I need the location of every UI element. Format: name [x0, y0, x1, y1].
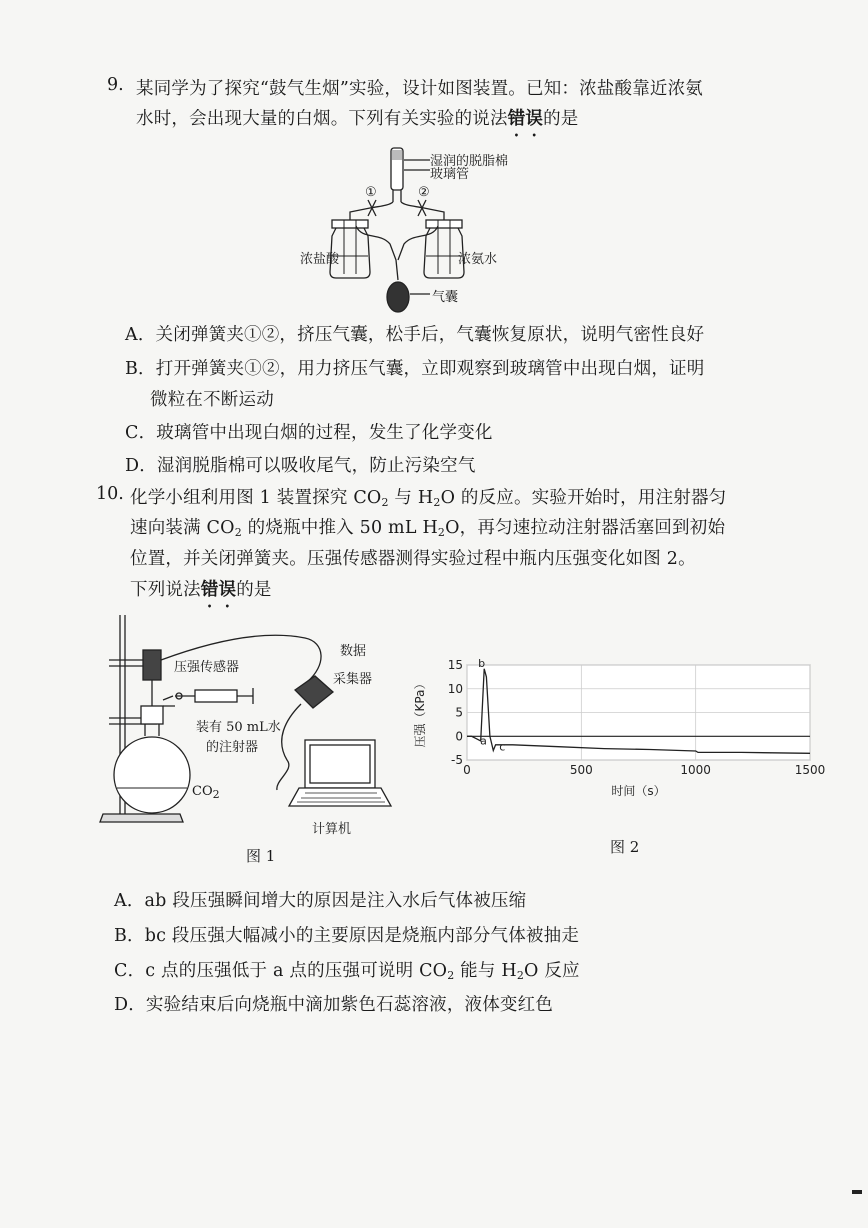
q9-option-a: A．关闭弹簧夹①②，挤压气囊，松手后，气囊恢复原状，说明气密性良好: [125, 325, 705, 345]
q10-option-c-sub1: 2: [447, 969, 455, 982]
q9-label-hcl: 浓盐酸: [300, 252, 340, 267]
q9-stem-line2: [136, 105, 579, 130]
q10-option-a: A．ab 段压强瞬间增大的原因是注入水后气体被压缩: [114, 891, 527, 911]
q10-sub-3: 2: [234, 526, 242, 539]
q9-label-clip2: ②: [418, 185, 430, 200]
q9-emphasis-char2: 误: [525, 109, 544, 129]
q10-option-c-sub2: 2: [516, 969, 525, 982]
q9-label-air-bag: 气囊: [432, 290, 459, 305]
q10-number: 10.: [96, 484, 124, 504]
q10-option-c-text-c: O 反应: [524, 961, 580, 981]
chart-point-label-c: c: [499, 740, 506, 754]
q10-label-co2: [192, 784, 220, 801]
q9-emphasis-char1: 错: [507, 109, 526, 129]
chart-x-tick-label: 500: [569, 763, 593, 777]
q10-figure1-caption: 图 1: [246, 847, 276, 865]
q10-sub-4: 2: [437, 526, 446, 539]
chart-point-label-a: a: [480, 734, 487, 748]
q10-text-1b: 与 H: [388, 488, 434, 508]
q9-number: 9.: [107, 75, 124, 95]
q10-text-2b: 的烧瓶中推入 50 mL H: [241, 518, 438, 538]
q10-label-co2-sub: 2: [212, 788, 220, 801]
q9-stem-tail: 的是: [543, 109, 579, 129]
chart-x-tick-label: 1500: [794, 763, 826, 777]
q9-apparatus-figure: [290, 140, 550, 320]
page-corner-mark: [852, 1190, 862, 1194]
chart-y-tick-label: 15: [447, 658, 463, 672]
q10-label-pressure-sensor: 压强传感器: [174, 660, 240, 675]
q10-label-co2-text: CO: [192, 784, 213, 799]
q10-label-syringe-line1: 装有 50 mL水: [196, 720, 281, 735]
chart-y-tick-label: 10: [447, 681, 463, 696]
q9-option-d: D．湿润脱脂棉可以吸收尾气，防止污染空气: [125, 456, 476, 476]
q10-sub-2: 2: [433, 496, 441, 509]
q10-sub-1: 2: [381, 496, 389, 509]
q10-label-collector-line1: 数据: [340, 644, 367, 659]
q9-option-b-line1: B．打开弹簧夹①②，用力挤压气囊，立即观察到玻璃管中出现白烟，证明: [125, 359, 705, 379]
q10-option-b: B．bc 段压强大幅减小的主要原因是烧瓶内部分气体被抽走: [114, 926, 580, 946]
q9-label-glass-tube: 玻璃管: [430, 167, 470, 182]
q9-label-clip1: ①: [365, 185, 377, 200]
chart-y-tick-label: 5: [455, 705, 463, 720]
chart-point-label-b: b: [478, 656, 486, 670]
q10-text-2a: 速向装满 CO: [130, 518, 235, 538]
q10-stem-line4: [130, 576, 272, 601]
chart-x-tick-label: 0: [463, 763, 471, 777]
q10-label-syringe-line2: 的注射器: [206, 740, 259, 755]
q10-stem-line1: [130, 484, 726, 509]
chart-y-tick-label: 0: [455, 729, 463, 744]
q10-stem-line3: 位置，并关闭弹簧夹。压强传感器测得实验过程中瓶内压强变化如图 2。: [130, 549, 696, 569]
chart-y-tick-label: -5: [451, 753, 463, 767]
q10-emphasis-char2: 误: [218, 580, 237, 600]
q9-option-c: C．玻璃管中出现白烟的过程，发生了化学变化: [125, 423, 493, 443]
q10-option-c: [114, 957, 580, 982]
q10-label-computer: 计算机: [312, 822, 352, 837]
q9-apparatus-drawing: [290, 140, 550, 320]
chart-x-axis-title: 时间（s）: [611, 784, 666, 798]
q9-option-b-line2: 微粒在不断运动: [150, 390, 274, 410]
chart-y-axis-title: 压强（KPa）: [413, 677, 427, 748]
q10-text-1a: 化学小组利用图 1 装置探究 CO: [130, 488, 382, 508]
q9-label-cotton: 湿润的脱脂棉: [430, 154, 509, 169]
chart-x-tick-label: 1000: [680, 763, 711, 777]
q9-stem-line1: 某同学为了探究“鼓气生烟”实验，设计如图装置。已知：浓盐酸靠近浓氨: [136, 79, 703, 99]
q10-label-collector-line2: 采集器: [333, 672, 373, 687]
q10-stem-tail: 的是: [236, 580, 272, 600]
q10-option-c-text-a: C．c 点的压强低于 a 点的压强可说明 CO: [114, 961, 448, 981]
q10-emphasis-char1: 错: [200, 580, 219, 600]
q10-option-c-text-b: 能与 H: [454, 961, 517, 981]
q10-stem-text: 下列说法: [130, 580, 201, 600]
pressure-time-chart: [410, 650, 830, 810]
q10-figure2-chart: [410, 650, 830, 810]
q10-option-d: D．实验结束后向烧瓶中滴加紫色石蕊溶液，液体变红色: [114, 995, 554, 1015]
q9-stem-text: 水时，会出现大量的白烟。下列有关实验的说法: [136, 109, 508, 129]
q10-figure2-caption: 图 2: [610, 838, 640, 856]
q9-label-ammonia: 浓氨水: [458, 252, 498, 267]
q10-stem-line2: [130, 514, 725, 539]
q10-text-2c: O，再匀速拉动注射器活塞回到初始: [445, 518, 726, 538]
q10-text-1c: O 的反应。实验开始时，用注射器匀: [440, 488, 727, 508]
